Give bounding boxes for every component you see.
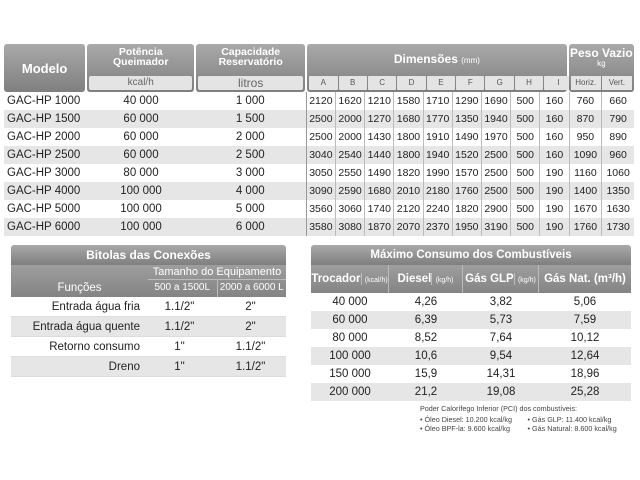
cell-dimensao: 1490 xyxy=(452,128,481,146)
header-peso-label: Peso Vazio xyxy=(569,46,633,60)
consumo-body xyxy=(311,293,631,401)
cell-dimensao: 190 xyxy=(539,200,568,218)
cell-trocador: 200 000 xyxy=(329,386,371,398)
header-dimensoes-unit: (mm) xyxy=(461,56,480,65)
cell-dimensao: 190 xyxy=(539,218,568,236)
cell-dimensao: 1940 xyxy=(423,146,452,164)
cell-dimensao: 2070 xyxy=(393,218,422,236)
cell-dimensao: 2180 xyxy=(423,182,452,200)
cell-dimensao: 2590 xyxy=(335,182,364,200)
bitolas-header-tamanho-label: Tamanho do Equipamento xyxy=(148,265,286,280)
cell-peso-horiz: 760 xyxy=(569,92,602,110)
header-capacidade-unit: litros xyxy=(198,76,303,90)
cell-trocador: 40 000 xyxy=(332,296,368,308)
cell-dimensao: 2000 xyxy=(335,128,364,146)
cell-dimensao: 2120 xyxy=(306,92,335,110)
cell-nat: 10,12 xyxy=(570,332,600,344)
cell-dimensao: 2500 xyxy=(306,110,335,128)
cell-dimensao: 2240 xyxy=(423,200,452,218)
cell-diesel: 8,52 xyxy=(414,332,438,344)
consumo-header-glp xyxy=(463,265,539,293)
cell-funcao: Entrada água fria xyxy=(51,300,140,313)
cell-dimensao: 1440 xyxy=(364,146,393,164)
cell-peso-vert: 1350 xyxy=(601,182,634,200)
cell-dimensao: 500 xyxy=(510,146,539,164)
cell-potencia: 100 000 xyxy=(120,221,162,233)
cell-potencia: 60 000 xyxy=(123,131,159,143)
bitolas-header-tamanho xyxy=(148,265,286,297)
cell-dimensao: 1430 xyxy=(364,128,393,146)
table-row xyxy=(4,128,634,146)
cell-glp: 9,54 xyxy=(489,350,513,362)
cell-trocador: 60 000 xyxy=(332,314,368,326)
cell-diesel: 21,2 xyxy=(414,386,438,398)
cell-dimensao: 1270 xyxy=(364,110,393,128)
header-potencia xyxy=(87,44,194,92)
header-capacidade-title xyxy=(196,47,305,67)
header-dim-letter: H xyxy=(515,76,543,90)
header-potencia-title xyxy=(87,47,194,67)
header-dim-letter: B xyxy=(339,76,367,90)
cell-modelo: GAC-HP 4000 xyxy=(7,185,81,197)
cell-diesel: 10,6 xyxy=(414,350,438,362)
consumo-header-trocador-unit: (kcal/h) xyxy=(364,277,388,284)
cell-capacidade: 1 000 xyxy=(235,95,265,107)
cell-modelo: GAC-HP 6000 xyxy=(7,221,81,233)
consumo-header-diesel-unit: (kg/h) xyxy=(435,277,454,284)
cell-dimensao: 1820 xyxy=(393,164,422,182)
cell-dimensao: 1760 xyxy=(452,182,481,200)
cell-peso-horiz: 1160 xyxy=(569,164,602,182)
cell-potencia: 100 000 xyxy=(120,185,162,197)
cell-diesel: 15,9 xyxy=(414,368,438,380)
cell-modelo: GAC-HP 5000 xyxy=(7,203,81,215)
header-dim-letter: E xyxy=(427,76,455,90)
consumo-title: Máximo Consumo dos Combustíveis xyxy=(311,245,631,265)
bitolas-header xyxy=(11,265,286,297)
cell-peso-vert: 960 xyxy=(601,146,634,164)
cell-modelo: GAC-HP 2000 xyxy=(7,131,81,143)
table-row xyxy=(311,293,631,311)
cell-dimensao: 2000 xyxy=(335,110,364,128)
table-row xyxy=(311,311,631,329)
cell-dimensao: 1580 xyxy=(393,92,422,110)
cell-funcao: Dreno xyxy=(108,360,140,373)
cell-peso-vert: 660 xyxy=(601,92,634,110)
cell-diesel: 4,26 xyxy=(414,296,438,308)
cell-dimensao: 1680 xyxy=(393,110,422,128)
header-peso-title xyxy=(569,47,634,69)
cell-peso-vert: 1730 xyxy=(601,218,634,236)
cell-dimensao: 1350 xyxy=(452,110,481,128)
table-row xyxy=(4,164,634,182)
cell-glp: 3,82 xyxy=(489,296,513,308)
cell-dimensao: 1690 xyxy=(481,92,510,110)
pci-note-item: • Gás GLP: 11.400 kcal/kg xyxy=(527,414,612,424)
cell-dimensao: 500 xyxy=(510,92,539,110)
header-dimensoes xyxy=(307,44,567,92)
cell-peso-vert: 1630 xyxy=(601,200,634,218)
cell-dimensao: 1620 xyxy=(335,92,364,110)
cell-dimensao: 500 xyxy=(510,164,539,182)
cell-glp: 7,64 xyxy=(489,332,513,344)
cell-potencia: 60 000 xyxy=(123,149,159,161)
cell-dimensao: 1570 xyxy=(452,164,481,182)
header-dimensoes-title xyxy=(307,52,567,66)
consumo-header-trocador xyxy=(311,265,389,293)
pci-notes xyxy=(420,404,635,434)
cell-nat: 25,28 xyxy=(570,386,600,398)
cell-capacidade: 2 500 xyxy=(235,149,265,161)
bitolas-header-ranges xyxy=(148,280,286,297)
consumo-header-glp-label: Gás GLP xyxy=(465,273,514,285)
bitolas-body xyxy=(11,297,286,377)
header-peso-sub xyxy=(571,76,632,90)
bitolas-header-col1: 500 a 1500L xyxy=(148,280,218,297)
cell-nat: 12,64 xyxy=(570,350,600,362)
cell-dimensao: 500 xyxy=(510,110,539,128)
cell-dimensao: 2500 xyxy=(481,164,510,182)
cell-dimensao: 160 xyxy=(539,128,568,146)
specs-table-body xyxy=(4,92,634,236)
cell-dimensao: 3080 xyxy=(335,218,364,236)
cell-bitola-large: 2" xyxy=(245,320,256,333)
cell-modelo: GAC-HP 1500 xyxy=(7,113,81,125)
cell-nat: 7,59 xyxy=(573,314,597,326)
cell-bitola-large: 1.1/2" xyxy=(235,340,266,353)
cell-capacidade: 2 000 xyxy=(235,131,265,143)
cell-capacidade: 3 000 xyxy=(235,167,265,179)
cell-modelo: GAC-HP 2500 xyxy=(7,149,81,161)
header-potencia-unit: kcal/h xyxy=(89,76,192,90)
cell-bitola-large: 2" xyxy=(245,300,256,313)
consumo-header xyxy=(311,265,631,293)
cell-dimensao: 2540 xyxy=(335,146,364,164)
cell-peso-vert: 890 xyxy=(601,128,634,146)
consumo-header-trocador-label: Trocador xyxy=(311,273,361,285)
table-row xyxy=(4,200,634,218)
table-row xyxy=(11,337,286,357)
cell-capacidade: 1 500 xyxy=(235,113,265,125)
bitolas-table xyxy=(11,245,286,377)
bitolas-header-col2: 2000 a 6000 L xyxy=(219,282,284,293)
header-dim-letter: A xyxy=(309,76,337,90)
consumo-header-diesel xyxy=(389,265,463,293)
cell-dimensao: 1520 xyxy=(452,146,481,164)
pci-notes-list xyxy=(420,415,635,434)
cell-dimensao: 1710 xyxy=(423,92,452,110)
cell-dimensao: 3560 xyxy=(306,200,335,218)
cell-dimensao: 1910 xyxy=(423,128,452,146)
cell-dimensao: 1800 xyxy=(393,146,422,164)
table-row xyxy=(311,347,631,365)
cell-peso-horiz: 1760 xyxy=(569,218,602,236)
table-row xyxy=(4,182,634,200)
cell-funcao: Retorno consumo xyxy=(49,340,140,353)
table-row xyxy=(11,317,286,337)
cell-modelo: GAC-HP 1000 xyxy=(7,95,81,107)
cell-bitola-small: 1.1/2" xyxy=(164,320,195,333)
cell-dimensao: 190 xyxy=(539,164,568,182)
cell-dimensao: 500 xyxy=(510,218,539,236)
header-capacidade-line1: Capacidade xyxy=(221,46,281,58)
cell-dimensao: 1970 xyxy=(481,128,510,146)
cell-dimensao: 1800 xyxy=(393,128,422,146)
cell-dimensao: 3580 xyxy=(306,218,335,236)
cell-capacidade: 5 000 xyxy=(235,203,265,215)
table-row xyxy=(11,297,286,317)
header-peso-horiz: Horiz. xyxy=(571,76,601,90)
pci-notes-title: Poder Calorífego Inferior (PCI) dos combustíveis: xyxy=(420,404,577,413)
cell-glp: 14,31 xyxy=(486,368,516,380)
cell-nat: 18,96 xyxy=(570,368,600,380)
cell-trocador: 150 000 xyxy=(329,368,371,380)
cell-peso-horiz: 1670 xyxy=(569,200,602,218)
cell-trocador: 100 000 xyxy=(329,350,371,362)
cell-potencia: 80 000 xyxy=(123,167,159,179)
table-row xyxy=(4,218,634,236)
table-row xyxy=(4,110,634,128)
cell-dimensao: 2370 xyxy=(423,218,452,236)
table-row xyxy=(311,365,631,383)
cell-dimensao: 1990 xyxy=(423,164,452,182)
cell-peso-horiz: 950 xyxy=(569,128,602,146)
cell-dimensao: 3060 xyxy=(335,200,364,218)
cell-funcao: Entrada água quente xyxy=(32,320,140,333)
cell-dimensao: 1740 xyxy=(364,200,393,218)
consumo-header-nat: Gás Nat. (m³/h) xyxy=(544,273,626,285)
cell-dimensao: 2010 xyxy=(393,182,422,200)
cell-dimensao: 160 xyxy=(539,110,568,128)
header-dim-letter: D xyxy=(397,76,425,90)
header-capacidade-line2: Reservatório xyxy=(218,56,283,68)
cell-dimensao: 1680 xyxy=(364,182,393,200)
header-dimensoes-letters xyxy=(309,76,565,90)
cell-potencia: 60 000 xyxy=(123,113,159,125)
cell-peso-vert: 1060 xyxy=(601,164,634,182)
cell-dimensao: 2500 xyxy=(306,128,335,146)
cell-dimensao: 3050 xyxy=(306,164,335,182)
cell-dimensao: 1870 xyxy=(364,218,393,236)
table-row xyxy=(311,329,631,347)
header-dim-letter: G xyxy=(485,76,513,90)
header-peso xyxy=(569,44,634,92)
cell-dimensao: 1940 xyxy=(481,110,510,128)
specs-table-header xyxy=(4,44,634,92)
header-potencia-line1: Potência xyxy=(118,46,163,58)
cell-dimensao: 1820 xyxy=(452,200,481,218)
cell-potencia: 40 000 xyxy=(123,95,159,107)
cell-dimensao: 160 xyxy=(539,146,568,164)
table-row xyxy=(4,146,634,164)
cell-dimensao: 2120 xyxy=(393,200,422,218)
header-peso-unit: kg xyxy=(597,59,606,68)
cell-dimensao: 2500 xyxy=(481,146,510,164)
cell-dimensao: 1770 xyxy=(423,110,452,128)
table-row xyxy=(11,357,286,377)
cell-dimensao: 1950 xyxy=(452,218,481,236)
cell-capacidade: 6 000 xyxy=(235,221,265,233)
cell-capacidade: 4 000 xyxy=(235,185,265,197)
pci-note-item: • Óleo Diesel: 10.200 kcal/kg xyxy=(420,414,513,424)
header-modelo xyxy=(4,44,85,92)
header-modelo-label: Modelo xyxy=(21,60,68,76)
cell-bitola-small: 1" xyxy=(174,360,185,373)
cell-dimensao: 2500 xyxy=(481,182,510,200)
cell-dimensao: 160 xyxy=(539,92,568,110)
cell-trocador: 80 000 xyxy=(332,332,368,344)
header-dim-letter: I xyxy=(544,76,572,90)
pci-note-item: • Óleo BPF-la: 9.600 kcal/kg xyxy=(420,424,511,433)
pci-note-item: • Gás Natural: 8.600 kcal/kg xyxy=(527,424,617,433)
header-peso-vert: Vert. xyxy=(602,76,632,90)
cell-peso-horiz: 870 xyxy=(569,110,602,128)
specs-table xyxy=(4,44,634,236)
cell-peso-vert: 790 xyxy=(601,110,634,128)
cell-bitola-large: 1.1/2" xyxy=(235,360,266,373)
table-row xyxy=(4,92,634,110)
cell-dimensao: 1290 xyxy=(452,92,481,110)
cell-dimensao: 500 xyxy=(510,128,539,146)
cell-bitola-small: 1.1/2" xyxy=(164,300,195,313)
cell-dimensao: 2550 xyxy=(335,164,364,182)
consumo-table xyxy=(311,245,631,401)
cell-dimensao: 190 xyxy=(539,182,568,200)
cell-dimensao: 500 xyxy=(510,200,539,218)
cell-dimensao: 3190 xyxy=(481,218,510,236)
header-potencia-line2: Queimador xyxy=(112,56,169,68)
cell-dimensao: 3090 xyxy=(306,182,335,200)
consumo-header-glp-unit: (kg/h) xyxy=(517,277,536,284)
cell-dimensao: 500 xyxy=(510,182,539,200)
header-capacidade xyxy=(196,44,305,92)
cell-glp: 19,08 xyxy=(486,386,516,398)
cell-glp: 5,73 xyxy=(489,314,513,326)
cell-diesel: 6,39 xyxy=(414,314,438,326)
cell-peso-horiz: 1090 xyxy=(569,146,602,164)
header-dim-letter: C xyxy=(368,76,396,90)
cell-bitola-small: 1" xyxy=(174,340,185,353)
cell-potencia: 100 000 xyxy=(120,203,162,215)
cell-dimensao: 1210 xyxy=(364,92,393,110)
consumo-header-diesel-label: Diesel xyxy=(397,273,432,285)
cell-modelo: GAC-HP 3000 xyxy=(7,167,81,179)
bitolas-header-funcoes: Funções xyxy=(57,282,102,294)
header-dim-letter: F xyxy=(456,76,484,90)
table-row xyxy=(311,383,631,401)
bitolas-title: Bitolas das Conexões xyxy=(11,245,286,265)
header-dimensoes-label: Dimensões xyxy=(393,52,458,66)
cell-dimensao: 1490 xyxy=(364,164,393,182)
cell-nat: 5,06 xyxy=(573,296,597,308)
cell-dimensao: 3040 xyxy=(306,146,335,164)
cell-peso-horiz: 1400 xyxy=(569,182,602,200)
cell-dimensao: 2900 xyxy=(481,200,510,218)
